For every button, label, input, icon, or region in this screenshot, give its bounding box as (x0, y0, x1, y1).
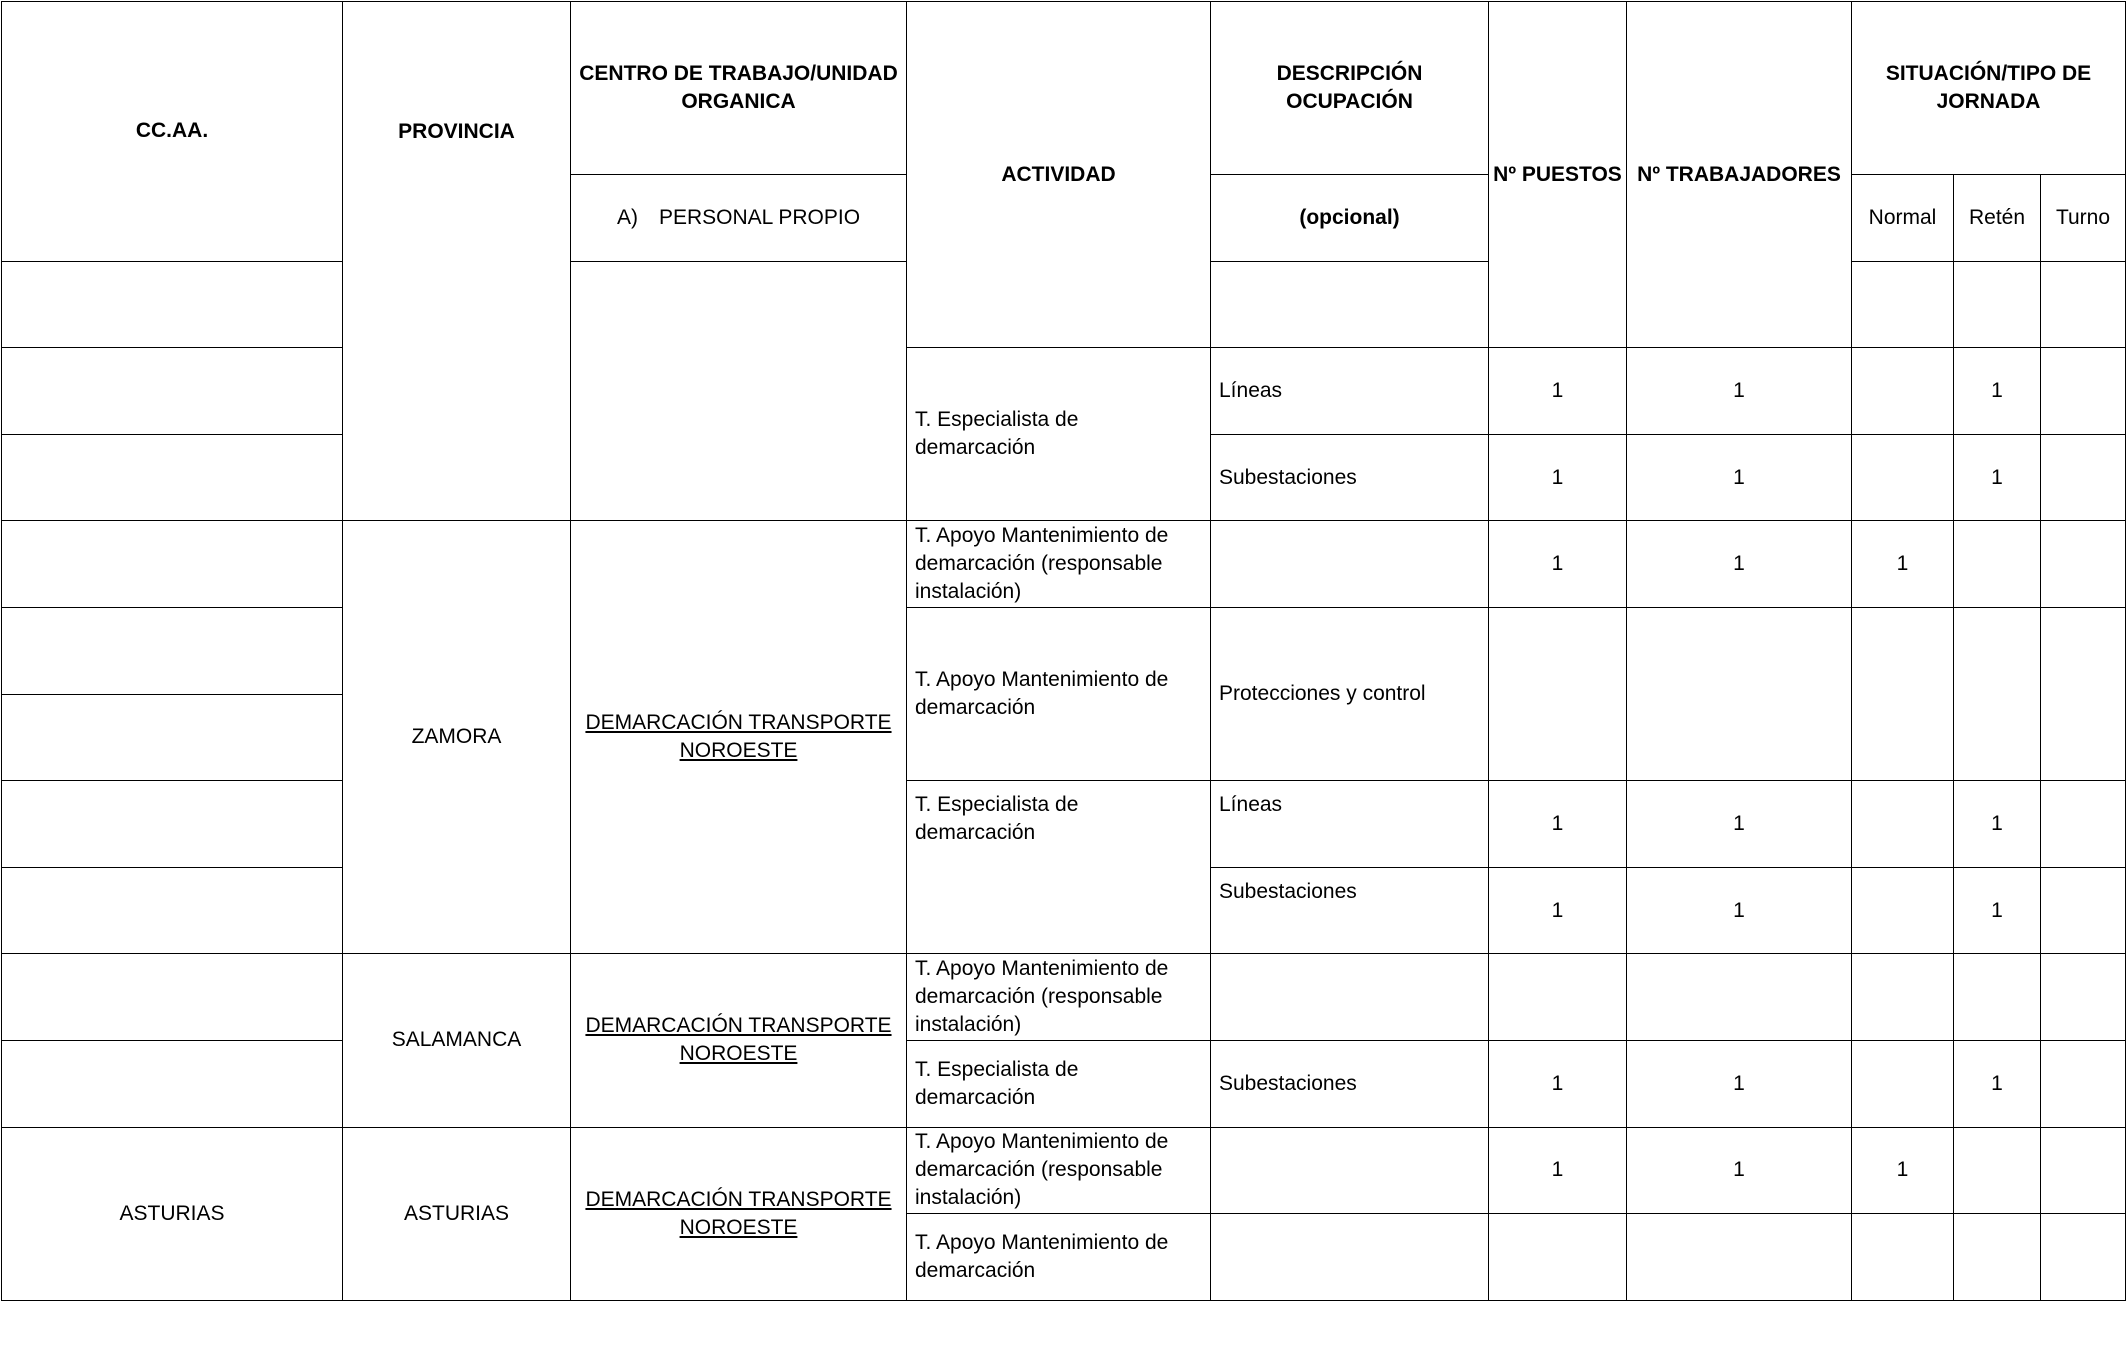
cell-provincia-salamanca: SALAMANCA (343, 954, 571, 1127)
cell-trabajadores: 1 (1627, 521, 1852, 608)
cell-turno (2041, 1127, 2126, 1214)
cell-puestos (1489, 1214, 1627, 1301)
cell-descripcion: Líneas (1211, 781, 1489, 868)
cell-actividad: T. Apoyo Mantenimiento de demarcación (responsable instalación) (907, 521, 1211, 608)
cell-centro-asturias[interactable]: DEMARCACIÓN TRANSPORTE NOROESTE (571, 1127, 907, 1300)
cell-ccaa (2, 1040, 343, 1127)
cell-reten (1954, 261, 2041, 348)
header-trabajadores: Nº TRABAJADORES (1627, 2, 1852, 348)
table-row (2, 607, 2126, 694)
table-row (2, 781, 2126, 868)
cell-puestos (1489, 607, 1627, 780)
cell-turno (2041, 348, 2126, 435)
cell-turno (2041, 521, 2126, 608)
cell-turno (2041, 607, 2126, 780)
header-centro: CENTRO DE TRABAJO/UNIDAD ORGANICA (571, 2, 907, 175)
cell-descripcion (1211, 1214, 1489, 1301)
cell-puestos: 1 (1489, 521, 1627, 608)
header-personal-propio: A) PERSONAL PROPIO (571, 175, 907, 262)
cell-ccaa (2, 607, 343, 694)
cell-actividad: T. Apoyo Mantenimiento de demarcación (907, 607, 1211, 780)
cell-puestos: 1 (1489, 434, 1627, 521)
cell-reten: 1 (1954, 781, 2041, 868)
table-row (2, 1127, 2126, 1214)
staffing-table (1, 1, 2126, 1301)
cell-puestos: 1 (1489, 1127, 1627, 1214)
cell-turno (2041, 1214, 2126, 1301)
cell-trabajadores (1627, 954, 1852, 1041)
cell-trabajadores: 1 (1627, 781, 1852, 868)
header-reten: Retén (1954, 175, 2041, 262)
cell-ccaa (2, 521, 343, 608)
cell-trabajadores: 1 (1627, 1040, 1852, 1127)
cell-turno (2041, 261, 2126, 348)
cell-centro-salamanca[interactable]: DEMARCACIÓN TRANSPORTE NOROESTE (571, 954, 907, 1127)
header-actividad: ACTIVIDAD (907, 2, 1211, 348)
cell-descripcion: Subestaciones (1211, 1040, 1489, 1127)
header-row-1 (2, 2, 2126, 175)
cell-reten (1954, 521, 2041, 608)
cell-ccaa (2, 261, 343, 348)
cell-puestos: 1 (1489, 1040, 1627, 1127)
cell-turno (2041, 1040, 2126, 1127)
cell-actividad: T. Apoyo Mantenimiento de demarcación (907, 1214, 1211, 1301)
header-puestos: Nº PUESTOS (1489, 2, 1627, 348)
cell-reten: 1 (1954, 434, 2041, 521)
cell-ccaa (2, 867, 343, 954)
cell-puestos (1489, 954, 1627, 1041)
cell-normal (1852, 1214, 1954, 1301)
cell-turno (2041, 954, 2126, 1041)
cell-trabajadores: 1 (1627, 434, 1852, 521)
cell-normal: 1 (1852, 521, 1954, 608)
header-situacion: SITUACIÓN/TIPO DE JORNADA (1852, 2, 2126, 175)
cell-trabajadores (1627, 1214, 1852, 1301)
cell-trabajadores: 1 (1627, 348, 1852, 435)
header-turno: Turno (2041, 175, 2126, 262)
cell-descripcion: Subestaciones (1211, 867, 1489, 954)
header-opcional: (opcional) (1211, 175, 1489, 262)
cell-trabajadores: 1 (1627, 1127, 1852, 1214)
cell-actividad: T. Apoyo Mantenimiento de demarcación (responsable instalación) (907, 1127, 1211, 1214)
table-row (2, 954, 2126, 1041)
cell-descripcion (1211, 954, 1489, 1041)
cell-trabajadores: 1 (1627, 867, 1852, 954)
header-provincia: PROVINCIA (343, 2, 571, 521)
table-row (2, 348, 2126, 435)
table-row (2, 521, 2126, 608)
cell-normal (1852, 781, 1954, 868)
cell-puestos: 1 (1489, 781, 1627, 868)
cell-normal (1852, 434, 1954, 521)
cell-reten: 1 (1954, 867, 2041, 954)
cell-provincia-asturias: ASTURIAS (343, 1127, 571, 1300)
cell-normal (1852, 348, 1954, 435)
cell-descripcion (1211, 261, 1489, 348)
header-normal: Normal (1852, 175, 1954, 262)
cell-reten (1954, 1127, 2041, 1214)
cell-centro-zamora[interactable]: DEMARCACIÓN TRANSPORTE NOROESTE (571, 521, 907, 954)
cell-turno (2041, 781, 2126, 868)
cell-descripcion: Líneas (1211, 348, 1489, 435)
cell-reten: 1 (1954, 348, 2041, 435)
cell-normal (1852, 954, 1954, 1041)
cell-puestos: 1 (1489, 348, 1627, 435)
cell-puestos: 1 (1489, 867, 1627, 954)
cell-actividad: T. Apoyo Mantenimiento de demarcación (responsable instalación) (907, 954, 1211, 1041)
header-descripcion: DESCRIPCIÓN OCUPACIÓN (1211, 2, 1489, 175)
cell-ccaa (2, 954, 343, 1041)
cell-turno (2041, 867, 2126, 954)
cell-reten (1954, 607, 2041, 780)
cell-ccaa (2, 434, 343, 521)
cell-descripcion: Subestaciones (1211, 434, 1489, 521)
header-ccaa: CC.AA. (2, 2, 343, 262)
cell-turno (2041, 434, 2126, 521)
cell-actividad: T. Especialista de demarcación (907, 348, 1211, 521)
cell-ccaa (2, 781, 343, 868)
cell-descripcion (1211, 521, 1489, 608)
cell-provincia-zamora: ZAMORA (343, 521, 571, 954)
cell-normal (1852, 607, 1954, 780)
cell-actividad: T. Especialista de demarcación (907, 1040, 1211, 1127)
cell-ccaa (2, 348, 343, 435)
cell-normal (1852, 261, 1954, 348)
cell-normal (1852, 1040, 1954, 1127)
cell-reten (1954, 954, 2041, 1041)
table-row (2, 1040, 2126, 1127)
cell-centro (571, 261, 907, 521)
cell-descripcion: Protecciones y control (1211, 607, 1489, 780)
cell-ccaa (2, 694, 343, 781)
cell-ccaa-asturias: ASTURIAS (2, 1127, 343, 1300)
cell-reten: 1 (1954, 1040, 2041, 1127)
cell-actividad: T. Especialista de demarcación (907, 781, 1211, 954)
cell-reten (1954, 1214, 2041, 1301)
cell-descripcion (1211, 1127, 1489, 1214)
cell-normal: 1 (1852, 1127, 1954, 1214)
cell-normal (1852, 867, 1954, 954)
cell-trabajadores (1627, 607, 1852, 780)
